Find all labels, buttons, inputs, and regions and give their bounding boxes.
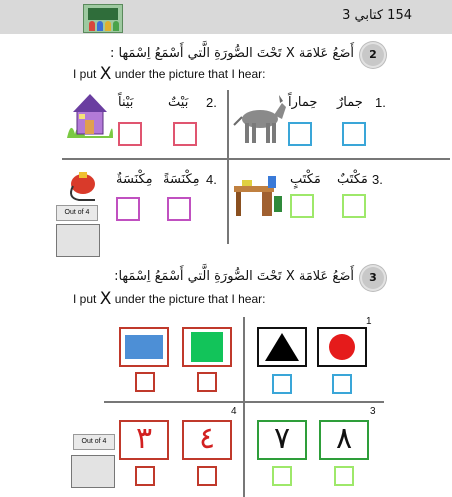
divider-vertical (227, 90, 229, 244)
seven-answer-box[interactable] (272, 466, 292, 486)
blue-rectangle-answer-box[interactable] (135, 372, 155, 392)
group-1-number: 1 (366, 316, 372, 327)
item-2-answer-box-b[interactable] (173, 122, 197, 146)
square-icon (184, 329, 230, 365)
item-1-answer-box-b[interactable] (342, 122, 366, 146)
exercise-2-instruction-en: I put X under the picture that I hear: (73, 64, 266, 84)
circle-answer-box[interactable] (332, 374, 352, 394)
item-4-number: 4. (206, 172, 217, 187)
x-mark-icon: X (99, 64, 112, 84)
circle-icon (319, 329, 365, 365)
desk-icon (232, 168, 284, 220)
divider-horizontal (62, 158, 450, 160)
exercise-3-score-box[interactable] (71, 455, 115, 488)
exercise-2-score-box[interactable] (56, 224, 100, 257)
digit-three: ٣ (135, 421, 153, 456)
item-3-word-b: مَكْتَبٍ (290, 172, 321, 187)
exercise-3-score-label: Out of 4 (73, 434, 115, 450)
three-frame (119, 420, 169, 460)
item-4-answer-box-b[interactable] (167, 197, 191, 221)
item-4-answer-box-a[interactable] (116, 197, 140, 221)
item-4-word-a: مِكْنَسَةً (163, 172, 200, 187)
triangle-frame (257, 327, 307, 367)
item-3-number: 3. (372, 172, 383, 187)
item-1-word-a: جمارٌ (337, 95, 363, 110)
item-1-word-b: حِماراً (288, 95, 318, 110)
exercise-2-score-label: Out of 4 (56, 205, 98, 221)
book-cover-image (83, 4, 123, 33)
item-2-answer-box-a[interactable] (118, 122, 142, 146)
green-square-frame (182, 327, 232, 367)
item-2-word-b: بَيْناً (118, 95, 134, 110)
three-answer-box[interactable] (135, 466, 155, 486)
divider-vertical (243, 317, 245, 497)
exercise-2-instruction-ar: أَضَعُ عَلامَة X تَحْتَ الصُّورَةِ الَّتي أَسْمَعُ اِسْمَها : (109, 46, 354, 61)
triangle-icon (259, 329, 305, 365)
triangle-answer-box[interactable] (272, 374, 292, 394)
eight-answer-box[interactable] (334, 466, 354, 486)
divider-horizontal (104, 401, 384, 403)
page-title: 154 كتابي 3 (342, 8, 412, 23)
item-3-answer-box-b[interactable] (342, 194, 366, 218)
circle-frame (317, 327, 367, 367)
item-1-number: 1. (375, 95, 386, 110)
green-square-answer-box[interactable] (197, 372, 217, 392)
item-2-word-a: بَيْتٌ (168, 95, 189, 110)
rectangle-icon (121, 329, 167, 365)
x-mark-icon: X (99, 289, 112, 309)
digit-eight: ٨ (335, 421, 353, 456)
item-3-answer-box-a[interactable] (290, 194, 314, 218)
digit-seven: ٧ (273, 421, 291, 456)
item-3-word-a: مَكْتَبٌ (337, 172, 368, 187)
group-4-number: 4 (231, 406, 237, 417)
group-3-number: 3 (370, 406, 376, 417)
item-4-word-b: مِكْنَسَةٌ (116, 172, 153, 187)
exercise-3-instruction-en: I put X under the picture that I hear: (73, 289, 266, 309)
item-2-number: 2. (206, 95, 217, 110)
exercise-3-instruction-ar: أَضَعُ عَلامَة X تَحْتَ الصُّورَةِ الَّتي أَسْمَعُ اِسْمَها: (114, 269, 354, 284)
eight-frame (319, 420, 369, 460)
item-1-answer-box-a[interactable] (288, 122, 312, 146)
exercise-3-badge: 3 (362, 267, 384, 289)
vacuum-icon (65, 164, 105, 204)
donkey-icon (230, 95, 288, 150)
four-answer-box[interactable] (197, 466, 217, 486)
four-frame (182, 420, 232, 460)
exercise-2-badge: 2 (362, 44, 384, 66)
seven-frame (257, 420, 307, 460)
digit-four: ٤ (198, 421, 216, 456)
blue-rectangle-frame (119, 327, 169, 367)
house-icon (65, 90, 115, 142)
